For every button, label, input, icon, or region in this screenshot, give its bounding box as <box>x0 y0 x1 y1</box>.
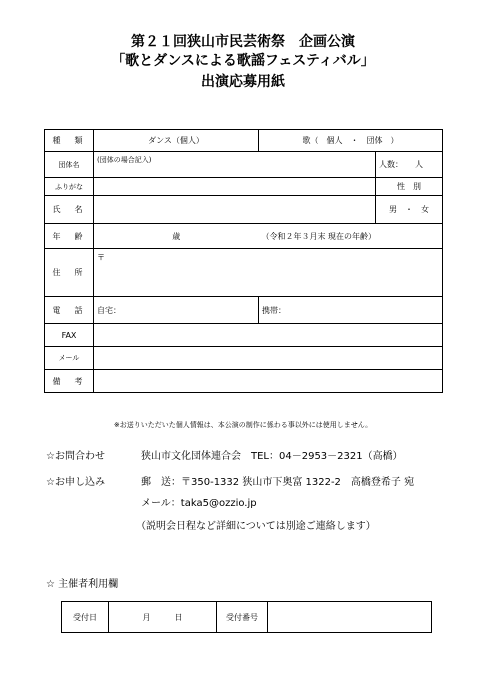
briefing-note: （説明会日程など詳細については別途ご連絡します） <box>136 521 376 532</box>
address-label: 住 所 <box>45 249 94 297</box>
home-phone-field[interactable]: 自宅： <box>94 297 259 324</box>
inquiry-text: 狭山市文化団体連合会 TEL：04－2953－2321（高橋） <box>141 451 403 462</box>
admin-table <box>61 601 432 633</box>
gender-label: 性 別 <box>376 178 443 196</box>
admin-row <box>62 602 432 633</box>
application-form-table-main <box>44 129 443 393</box>
address-row <box>45 249 443 297</box>
received-no-field[interactable] <box>268 602 432 633</box>
phone-row <box>45 297 443 324</box>
event-title: 第２１回狭山市民芸術祭 企画公演 <box>131 34 355 50</box>
address-field[interactable] <box>94 249 443 297</box>
postal-mark: 〒 <box>97 253 105 262</box>
inquiry-label: ☆お問合わせ <box>46 451 105 462</box>
remarks-label: 備 考 <box>45 370 94 393</box>
type-dance-option[interactable]: ダンス（個人） <box>94 130 259 152</box>
received-date-label: 受付日 <box>62 602 109 633</box>
type-label: 種 類 <box>45 130 94 152</box>
remarks-row <box>45 370 443 393</box>
age-row <box>45 224 443 249</box>
name-label: 氏 名 <box>45 196 94 224</box>
fax-row <box>45 324 443 347</box>
type-row <box>45 130 443 152</box>
received-no-label: 受付番号 <box>217 602 268 633</box>
form-title: 出演応募用紙 <box>201 74 285 90</box>
group-row <box>45 152 443 178</box>
group-field[interactable] <box>94 152 376 178</box>
furigana-label: ふりがな <box>45 178 94 196</box>
furigana-field[interactable] <box>94 178 376 196</box>
remarks-field[interactable] <box>94 370 443 393</box>
type-song-option[interactable]: 歌（ 個人 ・ 団体 ） <box>259 130 443 152</box>
count-field[interactable]: 人数： 人 <box>376 152 443 178</box>
fax-field[interactable] <box>94 324 443 347</box>
event-subtitle: 「歌とダンスによる歌謡フェスティバル」 <box>111 53 375 69</box>
privacy-note: ※お送りいただいた個人情報は、本公演の制作に係わる事以外には使用しません。 <box>113 421 373 429</box>
mail-row <box>45 347 443 370</box>
email-address[interactable]: メール：taka5@ozzio.jp <box>141 498 257 509</box>
mail-field[interactable] <box>94 347 443 370</box>
received-date-field[interactable]: 月 日 <box>109 602 217 633</box>
post-address: 郵 送：〒350-1332 狭山市下奥富 1322-2 高橋登希子 宛 <box>141 477 415 488</box>
admin-heading: ☆ 主催者利用欄 <box>46 579 119 590</box>
age-label: 年 齢 <box>45 224 94 249</box>
age-note: （令和２年３月末 現在の年齢） <box>259 224 443 249</box>
group-label: 団体名 <box>45 152 94 178</box>
phone-label: 電 話 <box>45 297 94 324</box>
name-row <box>45 196 443 224</box>
mail-label: メール <box>45 347 94 370</box>
apply-label: ☆お申し込み <box>46 477 105 488</box>
gender-options[interactable]: 男 ・ 女 <box>376 196 443 224</box>
fax-label: FAX <box>45 324 94 347</box>
furigana-row <box>45 178 443 196</box>
group-hint: (団体の場合記入) <box>97 156 152 164</box>
age-field[interactable] <box>94 224 259 249</box>
age-unit: 歳 <box>172 231 181 241</box>
mobile-phone-field[interactable]: 携帯： <box>259 297 443 324</box>
name-field[interactable] <box>94 196 376 224</box>
